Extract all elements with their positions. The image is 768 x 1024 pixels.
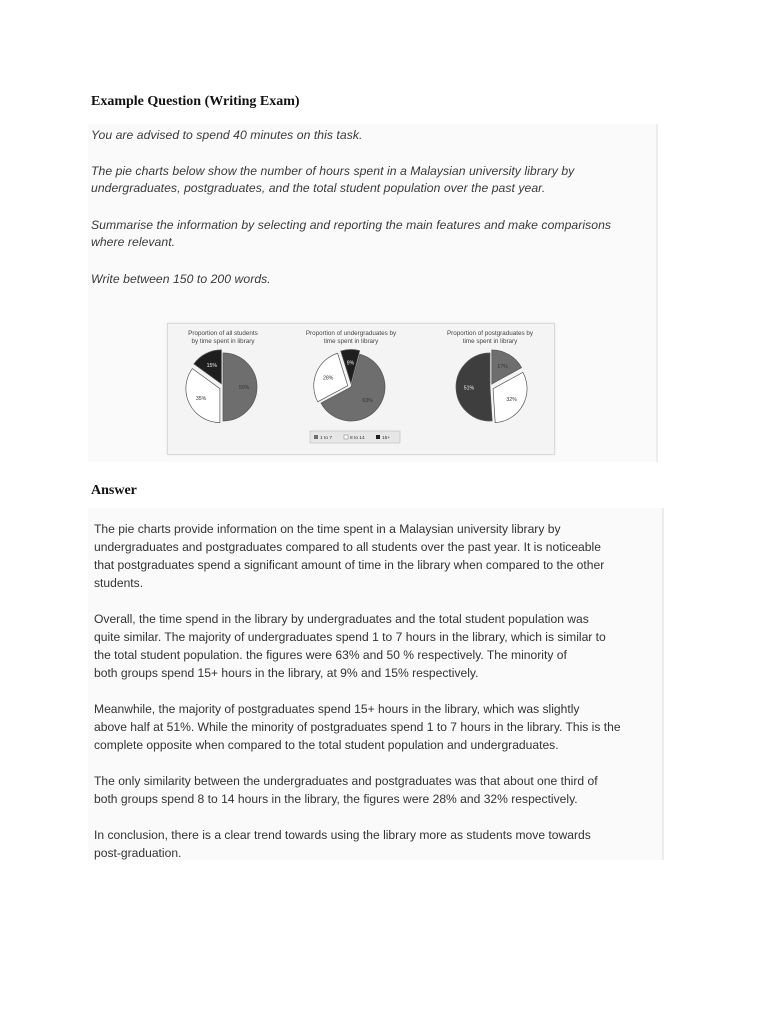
answer-line: In conclusion, there is a clear trend towards using the library more as students move towards <box>94 828 591 842</box>
pie-data-label: 50% <box>238 385 250 391</box>
legend-label: 1 to 7 <box>320 436 333 441</box>
pie-data-label: 63% <box>362 398 373 405</box>
pie-title-line: time spent in library <box>462 338 518 345</box>
answer-line: Overall, the time spend in the library by undergraduates and the total student population was <box>94 612 589 626</box>
answer-line: both groups spend 8 to 14 hours in the library, the figures were 28% and 32% respectively. <box>94 792 578 806</box>
answer-line: above half at 51%. While the minority of postgraduates spend 1 to 7 hours in the library. This is the <box>94 720 621 734</box>
pie-charts-figure <box>167 323 555 455</box>
pies-group <box>186 350 527 423</box>
pie-title-line: Proportion of undergraduates by <box>305 330 397 337</box>
legend-swatch-15-plus <box>376 435 380 439</box>
legend-swatch-8-to-14 <box>344 435 348 439</box>
pie-title-line: by time spent in library <box>191 338 255 345</box>
legend-label: 8 to 14 <box>350 436 365 441</box>
answer-scan <box>88 508 664 860</box>
question-line: undergraduates, postgraduates, and the total student population over the past year. <box>91 181 546 195</box>
question-line: Summarise the information by selecting and reporting the main features and make comparisons <box>91 218 612 232</box>
question-line: The pie charts below show the number of hours spent in a Malaysian university library by <box>91 164 575 178</box>
answer-line: students. <box>94 576 144 590</box>
pie-title-line: Proportion of postgraduates by <box>446 330 534 337</box>
pie-title-line: Proportion of all students <box>188 330 258 337</box>
question-scan <box>88 124 658 462</box>
answer-line: The pie charts provide information on the time spent in a Malaysian university library by <box>94 522 561 536</box>
answer-line: post-graduation. <box>94 846 182 860</box>
answer-line: quite similar. The majority of undergraduates spend 1 to 7 hours in the library, which is similar to <box>94 630 606 644</box>
answer-line: complete opposite when compared to the total student population and undergraduates. <box>94 738 559 752</box>
answer-heading: Answer <box>91 483 137 498</box>
answer-line: both groups spend 15+ hours in the library, at 9% and 15% respectively. <box>94 666 479 680</box>
answer-line: undergraduates and postgraduates compared to all students over the past year. It is noticeable <box>94 540 601 554</box>
question-heading: Example Question (Writing Exam) <box>91 94 300 109</box>
pie-data-label: 35% <box>195 396 207 403</box>
pie-data-label: 17% <box>497 363 508 370</box>
question-line: You are advised to spend 40 minutes on this task. <box>91 128 363 142</box>
answer-line: The only similarity between the undergraduates and postgraduates was that about one third of <box>94 774 598 788</box>
pie-data-label: 51% <box>463 385 475 392</box>
pie-data-label: 15% <box>206 363 218 370</box>
pie-data-label: 9% <box>346 360 355 367</box>
pie-title-line: time spent in library <box>323 338 379 345</box>
pie-charts-svg <box>168 324 554 454</box>
legend-swatch-1-to-7 <box>314 435 318 439</box>
answer-line: that postgraduates spend a significant amount of time in the library when compared to the other <box>94 558 605 572</box>
question-line: where relevant. <box>91 235 176 249</box>
chart-legend <box>310 431 400 443</box>
legend-label: 15+ <box>382 436 391 441</box>
question-line: Write between 150 to 200 words. <box>91 272 271 286</box>
pie-data-label: 28% <box>323 375 334 382</box>
answer-line: the total student population. the figures were 63% and 50 % respectively. The minority of <box>94 648 567 662</box>
answer-line: Meanwhile, the majority of postgraduates spend 15+ hours in the library, which was slightly <box>94 702 580 716</box>
pie-data-label: 32% <box>506 396 517 403</box>
